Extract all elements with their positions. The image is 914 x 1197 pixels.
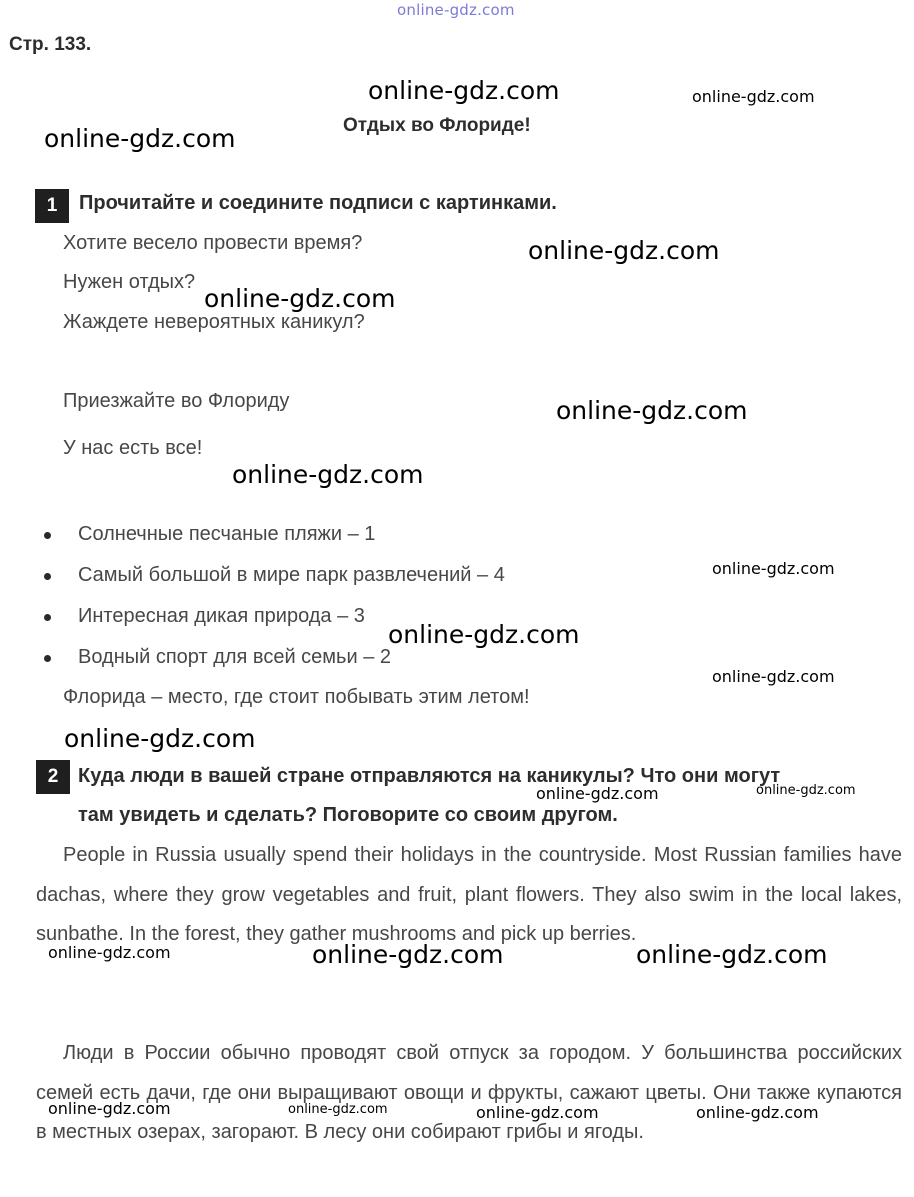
page-number: Стр. 133. bbox=[9, 34, 92, 55]
top-watermark: online-gdz.com bbox=[397, 1, 515, 19]
watermark: online-gdz.com bbox=[712, 559, 835, 578]
bullet-dot bbox=[44, 655, 51, 662]
watermark: online-gdz.com bbox=[388, 620, 580, 649]
exercise-2-title-line2: там увидеть и сделать? Поговорите со своим другом. bbox=[78, 804, 618, 826]
bullet-item: Самый большой в мире парк развлечений – 4 bbox=[78, 564, 505, 586]
closing-line: Флорида – место, где стоит побывать этим летом! bbox=[63, 686, 530, 708]
watermark: online-gdz.com bbox=[232, 460, 424, 489]
watermark: online-gdz.com bbox=[204, 284, 396, 313]
exercise-1-title: Прочитайте и соедините подписи с картинками. bbox=[79, 192, 557, 214]
watermark: online-gdz.com bbox=[64, 724, 256, 753]
answer-english bbox=[36, 836, 902, 955]
watermark: online-gdz.com bbox=[712, 667, 835, 686]
bullet-dot bbox=[44, 614, 51, 621]
watermark: online-gdz.com bbox=[368, 76, 560, 105]
watermark: online-gdz.com bbox=[696, 1103, 819, 1122]
bullet-item: Водный спорт для всей семьи – 2 bbox=[78, 646, 391, 668]
lesson-title: Отдых во Флориде! bbox=[343, 115, 531, 136]
ad-line: Нужен отдых? bbox=[63, 271, 196, 293]
answer-english-text: People in Russia usually spend their holidays in the countryside. Most Russian families have dachas, where they grow vegetables and fruit, plant flowers. They also swim in the local lakes, sunbathe. In the forest, they gather mushrooms and pick up berries. bbox=[36, 844, 902, 945]
answer-russian-text: Люди в России обычно проводят свой отпуск за городом. У большинства российских семей есть дачи, где они выращивают овощи и фрукты, сажают цветы. Они также купаются в местных озерах, загорают. В лесу они собирают грибы и ягоды. bbox=[36, 1042, 902, 1143]
watermark: online-gdz.com bbox=[536, 784, 659, 803]
watermark: online-gdz.com bbox=[48, 1099, 171, 1118]
exercise-1-badge: 1 bbox=[35, 189, 69, 223]
watermark: online-gdz.com bbox=[528, 236, 720, 265]
ad-line: Приезжайте во Флориду bbox=[63, 390, 290, 412]
exercise-2-title-line1: Куда люди в вашей стране отправляются на каникулы? Что они могут bbox=[78, 765, 781, 787]
watermark: online-gdz.com bbox=[48, 943, 171, 962]
answer-russian bbox=[36, 1034, 902, 1153]
bullet-item: Солнечные песчаные пляжи – 1 bbox=[78, 523, 376, 545]
watermark: online-gdz.com bbox=[288, 1102, 388, 1117]
watermark: online-gdz.com bbox=[476, 1103, 599, 1122]
ad-line: У нас есть все! bbox=[63, 437, 203, 459]
ad-line: Хотите весело провести время? bbox=[63, 232, 363, 254]
watermark: online-gdz.com bbox=[312, 940, 504, 969]
bullet-dot bbox=[44, 532, 51, 539]
watermark: online-gdz.com bbox=[636, 940, 828, 969]
bullet-dot bbox=[44, 573, 51, 580]
watermark: online-gdz.com bbox=[44, 124, 236, 153]
exercise-2-badge: 2 bbox=[36, 760, 70, 794]
watermark: online-gdz.com bbox=[556, 396, 748, 425]
ad-line: Жаждете невероятных каникул? bbox=[63, 311, 365, 333]
bullet-item: Интересная дикая природа – 3 bbox=[78, 605, 365, 627]
watermark: online-gdz.com bbox=[756, 783, 856, 798]
watermark: online-gdz.com bbox=[692, 87, 815, 106]
